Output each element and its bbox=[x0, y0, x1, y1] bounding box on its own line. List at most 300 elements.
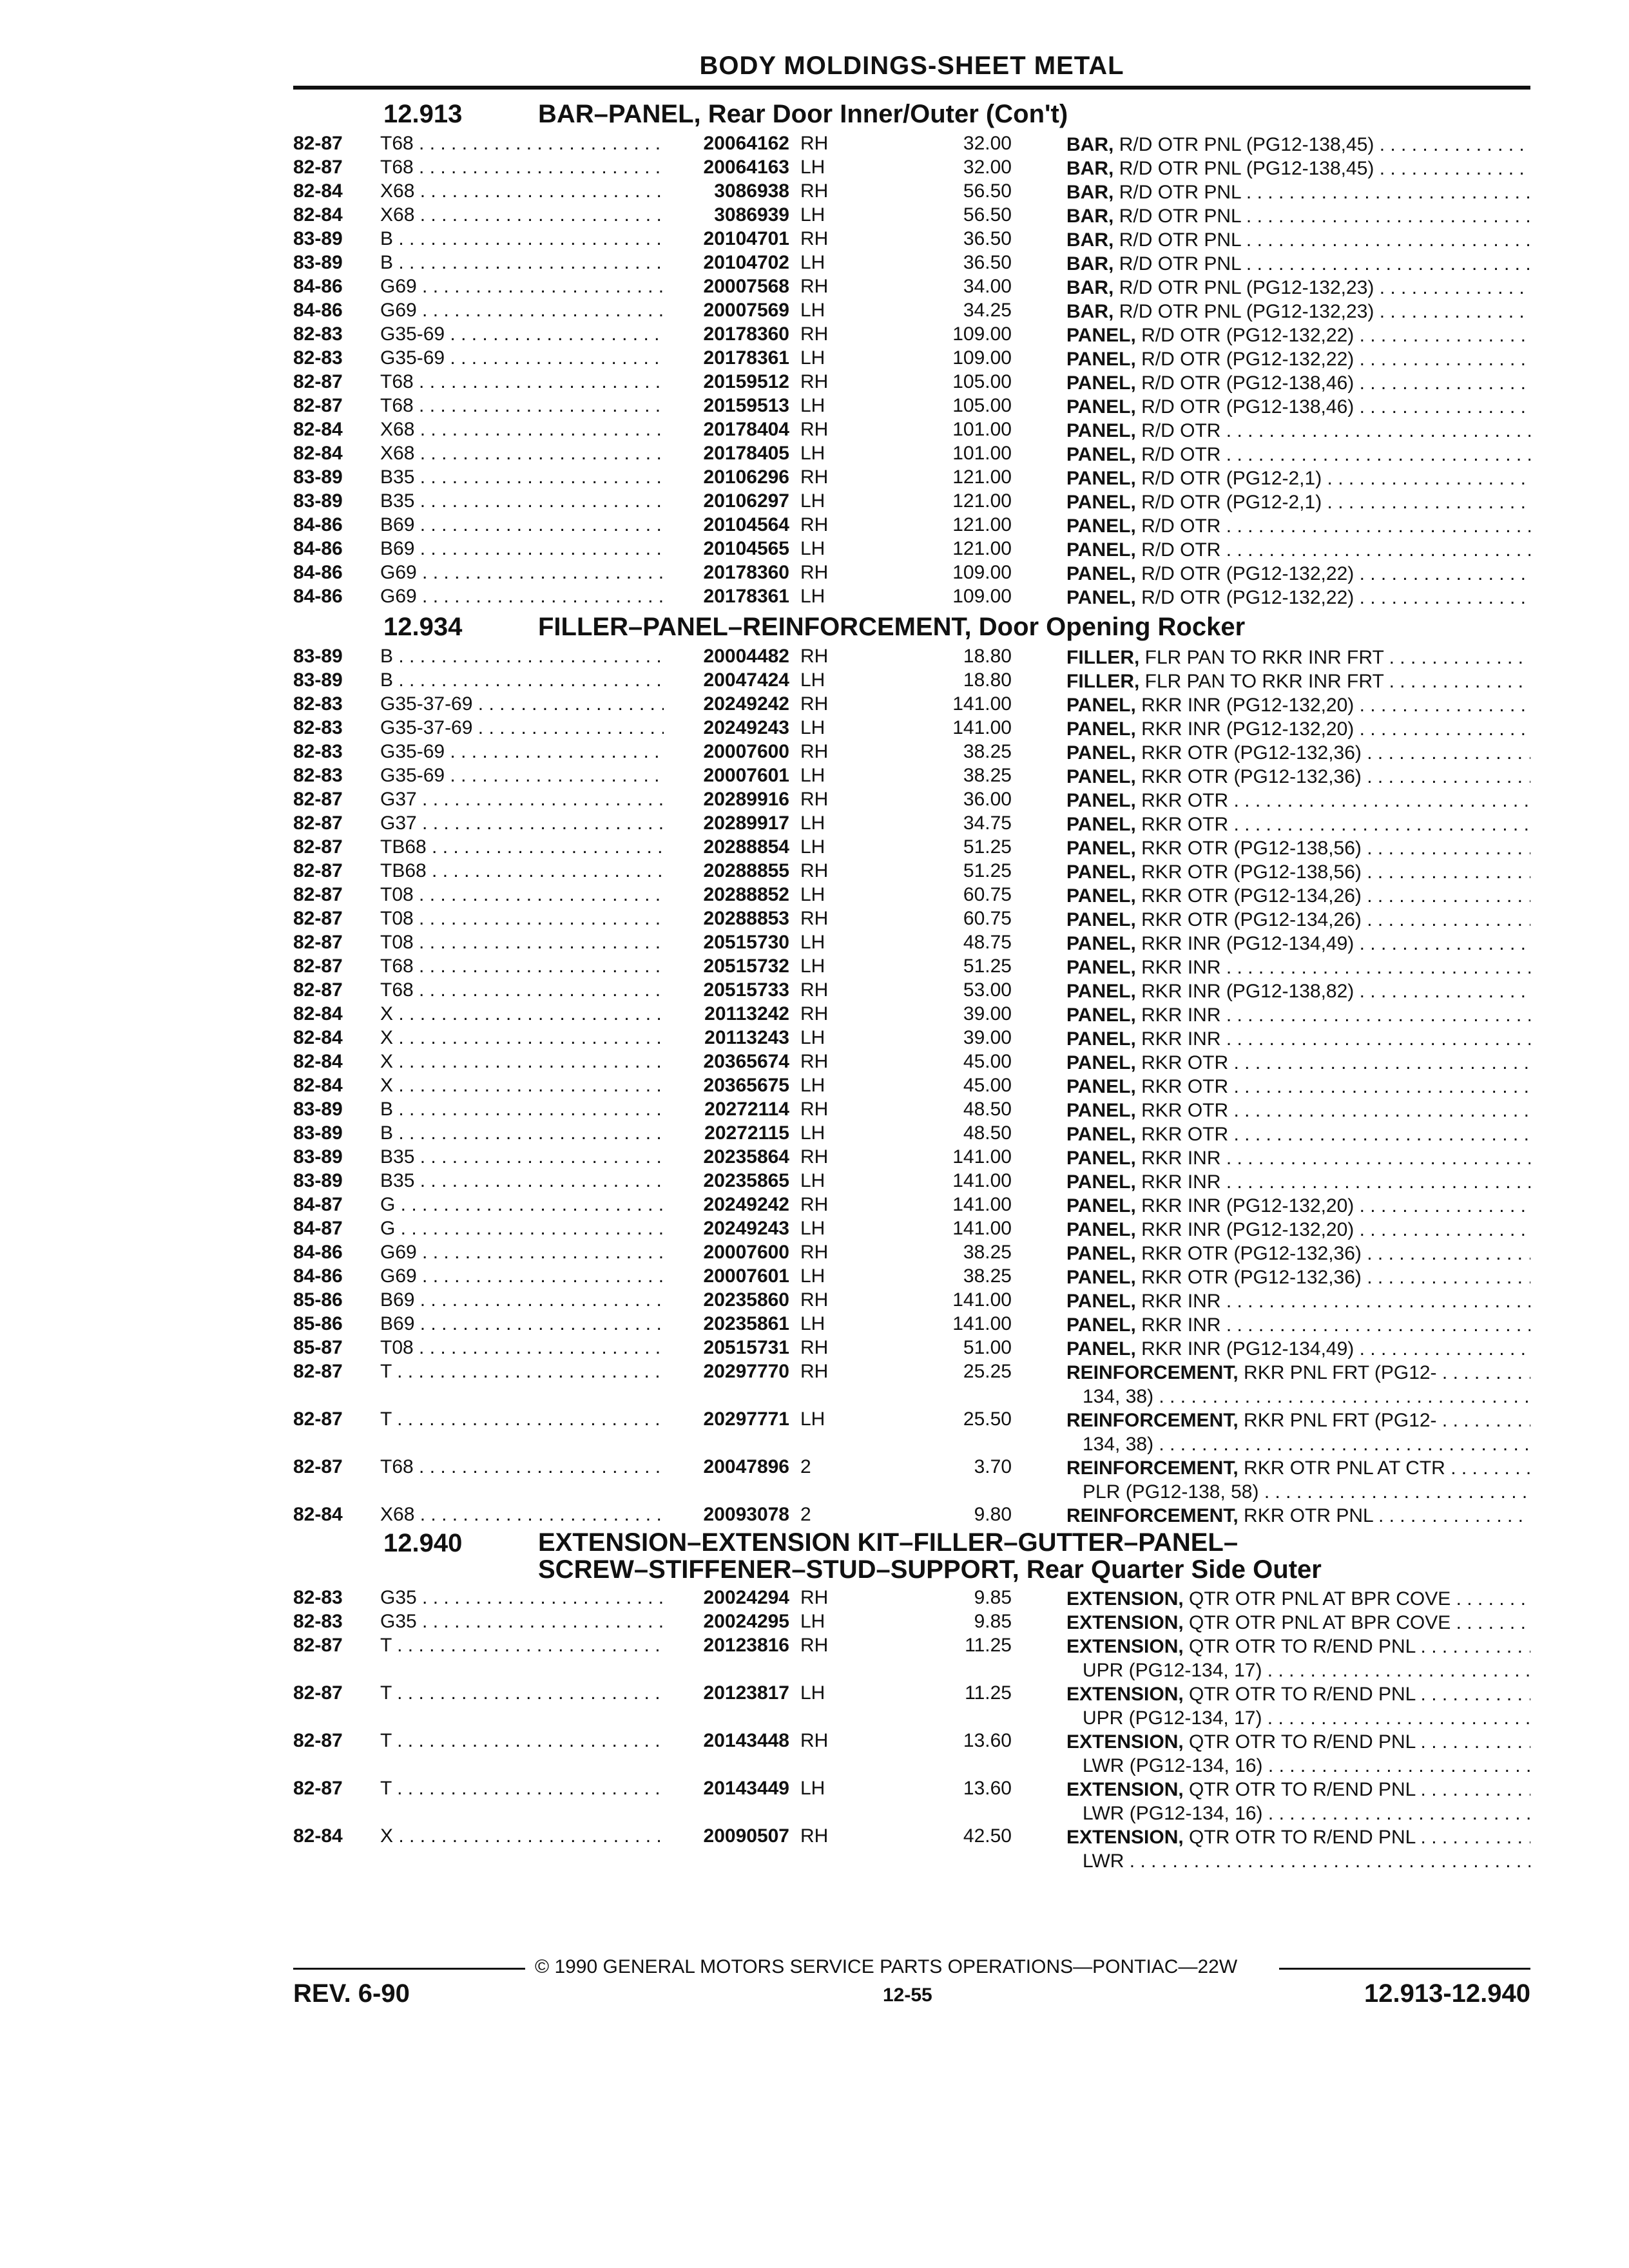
part-row bbox=[293, 1633, 1530, 1681]
part-number: 20249243 bbox=[703, 1218, 789, 1239]
description-keyword: REINFORCEMENT, bbox=[1066, 1505, 1239, 1526]
description-line bbox=[1066, 956, 1530, 979]
description-line bbox=[1066, 1337, 1530, 1361]
model-years: 82-84 bbox=[293, 443, 343, 464]
model-code: B . . . bbox=[380, 646, 664, 668]
model-code: X . . . bbox=[380, 1027, 664, 1049]
description-text: LWR (PG12-134, 16) bbox=[1083, 1803, 1263, 1824]
price: 60.75 bbox=[963, 884, 1012, 905]
part-number: 20007601 bbox=[703, 1265, 789, 1287]
part-row bbox=[293, 1407, 1530, 1455]
price: 48.50 bbox=[963, 1099, 1012, 1120]
part-row bbox=[293, 1097, 1530, 1121]
description-text: RKR INR bbox=[1141, 1028, 1221, 1050]
description-keyword: BAR, bbox=[1066, 229, 1114, 251]
model-code: T68 . . . bbox=[380, 395, 664, 417]
description-text: RKR INR bbox=[1141, 1314, 1221, 1336]
price: 45.00 bbox=[963, 1051, 1012, 1072]
part-description bbox=[1066, 812, 1530, 836]
part-description bbox=[1066, 1456, 1530, 1504]
description-text: R/D OTR PNL (PG12-132,23) bbox=[1119, 301, 1374, 322]
part-row bbox=[293, 907, 1530, 930]
model-code: X . . . bbox=[380, 1825, 664, 1847]
quantity: RH bbox=[800, 789, 829, 810]
model-code: G69 . . . bbox=[380, 1242, 664, 1264]
description-text: R/D OTR bbox=[1141, 444, 1221, 465]
description-text: R/D OTR PNL bbox=[1119, 182, 1241, 203]
price: 3.70 bbox=[974, 1456, 1012, 1477]
part-number: 20235860 bbox=[703, 1289, 789, 1311]
quantity: LH bbox=[800, 1122, 825, 1144]
description-text: RKR INR (PG12-134,49) bbox=[1141, 1338, 1354, 1360]
description-line bbox=[1066, 1432, 1530, 1456]
model-code: G69 . . . bbox=[380, 276, 664, 298]
model-code: G35-37-69 . . . bbox=[380, 693, 664, 715]
page-header: BODY MOLDINGS-SHEET METAL bbox=[699, 52, 1124, 80]
description-text: LWR (PG12-134, 16) bbox=[1083, 1755, 1263, 1776]
description-keyword: BAR, bbox=[1066, 158, 1114, 179]
part-description bbox=[1066, 1075, 1530, 1099]
part-description bbox=[1066, 514, 1530, 538]
description-text: RKR INR (PG12-134,49) bbox=[1141, 933, 1354, 954]
price: 56.50 bbox=[963, 204, 1012, 226]
part-description bbox=[1066, 586, 1530, 610]
model-code: B69 . . . bbox=[380, 1289, 664, 1311]
part-row bbox=[293, 179, 1530, 203]
part-number: 20113243 bbox=[704, 1027, 789, 1048]
part-description bbox=[1066, 490, 1530, 514]
model-code: B35 . . . bbox=[380, 466, 664, 488]
part-description bbox=[1066, 908, 1530, 932]
model-years: 82-87 bbox=[293, 1682, 343, 1704]
part-number: 20143448 bbox=[703, 1730, 789, 1751]
model-years: 84-86 bbox=[293, 562, 343, 583]
part-description bbox=[1066, 860, 1530, 884]
part-description bbox=[1066, 1313, 1530, 1337]
description-keyword: PANEL, bbox=[1066, 885, 1136, 907]
description-line bbox=[1066, 860, 1530, 884]
model-code: G35 . . . bbox=[380, 1611, 664, 1633]
description-keyword: FILLER, bbox=[1066, 671, 1140, 692]
quantity: LH bbox=[800, 538, 825, 559]
part-row bbox=[293, 1002, 1530, 1026]
model-years: 83-89 bbox=[293, 252, 343, 273]
description-keyword: PANEL, bbox=[1066, 444, 1136, 465]
part-number: 20159512 bbox=[703, 371, 789, 392]
part-number: 20289917 bbox=[703, 812, 789, 834]
part-description bbox=[1066, 1611, 1530, 1635]
part-description bbox=[1066, 1122, 1530, 1146]
description-text: QTR OTR PNL AT BPR COVE bbox=[1189, 1612, 1451, 1633]
quantity: RH bbox=[800, 1099, 829, 1120]
model-code: X68 . . . bbox=[380, 419, 664, 441]
quantity: LH bbox=[800, 836, 825, 858]
header-rule bbox=[293, 86, 1530, 90]
price: 38.25 bbox=[963, 1265, 1012, 1287]
model-years: 83-89 bbox=[293, 466, 343, 488]
description-keyword: EXTENSION, bbox=[1066, 1636, 1184, 1657]
part-row bbox=[293, 930, 1530, 954]
model-years: 82-83 bbox=[293, 1611, 343, 1632]
model-code: G69 . . . bbox=[380, 300, 664, 322]
description-line bbox=[1066, 1456, 1530, 1480]
description-line bbox=[1066, 765, 1530, 789]
description-text: R/D OTR bbox=[1141, 539, 1221, 561]
description-line bbox=[1066, 395, 1530, 419]
section-range: 12.913-12.940 bbox=[1364, 1979, 1530, 2008]
model-years: 82-83 bbox=[293, 741, 343, 762]
part-description bbox=[1066, 765, 1530, 789]
price: 56.50 bbox=[963, 180, 1012, 202]
description-line bbox=[1066, 323, 1530, 347]
description-text: QTR OTR TO R/END PNL bbox=[1189, 1636, 1416, 1657]
description-keyword: PANEL, bbox=[1066, 563, 1136, 584]
model-code: G35 . . . bbox=[380, 1587, 664, 1609]
part-description bbox=[1066, 1242, 1530, 1265]
model-years: 82-87 bbox=[293, 908, 343, 929]
price: 45.00 bbox=[963, 1075, 1012, 1096]
description-line bbox=[1066, 1480, 1530, 1504]
price: 141.00 bbox=[952, 1146, 1012, 1168]
price: 18.80 bbox=[963, 669, 1012, 691]
description-text: RKR OTR bbox=[1141, 814, 1229, 835]
description-line bbox=[1066, 884, 1530, 908]
description-keyword: PANEL, bbox=[1066, 1338, 1136, 1360]
part-description bbox=[1066, 204, 1530, 228]
part-number: 20272114 bbox=[704, 1099, 789, 1120]
model-code: B69 . . . bbox=[380, 538, 664, 560]
model-years: 82-87 bbox=[293, 1456, 343, 1477]
description-line bbox=[1066, 1385, 1530, 1408]
quantity: LH bbox=[800, 300, 825, 321]
quantity: LH bbox=[800, 1778, 825, 1799]
part-description bbox=[1066, 1730, 1530, 1778]
description-line bbox=[1066, 466, 1530, 490]
price: 38.25 bbox=[963, 765, 1012, 786]
part-row bbox=[293, 740, 1530, 764]
description-line bbox=[1066, 1802, 1530, 1825]
part-row bbox=[293, 155, 1530, 179]
description-text: RKR OTR bbox=[1141, 1100, 1229, 1121]
section-title-line: FILLER–PANEL–REINFORCEMENT, Door Opening Rocker bbox=[538, 613, 1246, 641]
description-keyword: REINFORCEMENT, bbox=[1066, 1362, 1239, 1383]
description-line bbox=[1066, 1122, 1530, 1146]
model-code: X68 . . . bbox=[380, 1504, 664, 1526]
part-row bbox=[293, 835, 1530, 859]
part-number: 20365674 bbox=[703, 1051, 789, 1072]
part-description bbox=[1066, 741, 1530, 765]
description-text: RKR INR (PG12-132,20) bbox=[1141, 1219, 1354, 1240]
section-header bbox=[293, 1526, 1530, 1586]
part-row bbox=[293, 370, 1530, 394]
description-line bbox=[1066, 1075, 1530, 1099]
quantity: LH bbox=[800, 669, 825, 691]
part-number: 20123816 bbox=[703, 1635, 789, 1656]
part-row bbox=[293, 298, 1530, 322]
model-code: B . . . bbox=[380, 228, 664, 250]
description-line bbox=[1066, 717, 1530, 741]
part-description bbox=[1066, 1099, 1530, 1122]
part-number: 20178361 bbox=[703, 586, 789, 607]
description-keyword: PANEL, bbox=[1066, 957, 1136, 978]
description-text: R/D OTR PNL bbox=[1119, 253, 1241, 274]
part-row bbox=[293, 1026, 1530, 1050]
price: 34.75 bbox=[963, 812, 1012, 834]
description-keyword: PANEL, bbox=[1066, 587, 1136, 608]
part-row bbox=[293, 1216, 1530, 1240]
part-number: 20272115 bbox=[704, 1122, 789, 1144]
part-number: 20178360 bbox=[703, 562, 789, 583]
section-title bbox=[538, 613, 1245, 642]
part-number: 20288852 bbox=[703, 884, 789, 905]
part-row bbox=[293, 1824, 1530, 1872]
description-keyword: PANEL, bbox=[1066, 1171, 1136, 1193]
part-number: 20288854 bbox=[703, 836, 789, 858]
description-text: 134, 38) bbox=[1083, 1386, 1154, 1407]
description-keyword: EXTENSION, bbox=[1066, 1612, 1184, 1633]
price: 141.00 bbox=[952, 693, 1012, 715]
description-keyword: PANEL, bbox=[1066, 1195, 1136, 1216]
description-keyword: BAR, bbox=[1066, 253, 1114, 274]
model-code: T08 . . . bbox=[380, 884, 664, 906]
part-row bbox=[293, 537, 1530, 561]
part-row bbox=[293, 1729, 1530, 1776]
part-row bbox=[293, 1776, 1530, 1824]
description-keyword: PANEL, bbox=[1066, 933, 1136, 954]
part-row bbox=[293, 716, 1530, 740]
price: 11.25 bbox=[965, 1635, 1012, 1656]
description-line bbox=[1066, 1825, 1530, 1849]
model-code: T . . . bbox=[380, 1730, 664, 1752]
model-code: B69 . . . bbox=[380, 514, 664, 536]
description-line bbox=[1066, 1218, 1530, 1242]
price: 36.50 bbox=[963, 252, 1012, 273]
description-line bbox=[1066, 1504, 1530, 1528]
part-description bbox=[1066, 717, 1530, 741]
part-row bbox=[293, 513, 1530, 537]
description-text: UPR (PG12-134, 17) bbox=[1083, 1660, 1262, 1681]
description-text: RKR INR (PG12-132,20) bbox=[1141, 695, 1354, 716]
model-years: 82-87 bbox=[293, 395, 343, 416]
price: 141.00 bbox=[952, 1313, 1012, 1334]
description-keyword: PANEL, bbox=[1066, 492, 1136, 513]
model-years: 82-87 bbox=[293, 1361, 343, 1382]
quantity: RH bbox=[800, 741, 829, 762]
description-text: R/D OTR PNL bbox=[1119, 206, 1241, 227]
description-line bbox=[1066, 1051, 1530, 1075]
description-text: QTR OTR TO R/END PNL bbox=[1189, 1779, 1416, 1800]
copyright-notice: © 1990 GENERAL MOTORS SERVICE PARTS OPERATIONS—PONTIAC—22W bbox=[535, 1956, 1238, 1977]
price: 25.25 bbox=[963, 1361, 1012, 1382]
description-line bbox=[1066, 157, 1530, 180]
part-number: 20143449 bbox=[703, 1778, 789, 1799]
description-line bbox=[1066, 562, 1530, 586]
part-number: 20288853 bbox=[703, 908, 789, 929]
price: 48.50 bbox=[963, 1122, 1012, 1144]
description-line bbox=[1066, 276, 1530, 300]
description-line bbox=[1066, 419, 1530, 443]
description-line bbox=[1066, 490, 1530, 514]
description-text: UPR (PG12-134, 17) bbox=[1083, 1707, 1262, 1729]
part-row bbox=[293, 227, 1530, 251]
part-number: 20178405 bbox=[703, 443, 789, 464]
model-years: 82-84 bbox=[293, 1825, 343, 1847]
model-years: 84-87 bbox=[293, 1218, 343, 1239]
description-line bbox=[1066, 252, 1530, 276]
price: 109.00 bbox=[952, 347, 1012, 369]
description-line bbox=[1066, 1361, 1530, 1385]
model-years: 82-83 bbox=[293, 323, 343, 345]
part-number: 20159513 bbox=[703, 395, 789, 416]
part-row bbox=[293, 1193, 1530, 1216]
section-title bbox=[538, 100, 1068, 129]
model-code: T . . . bbox=[380, 1635, 664, 1657]
description-keyword: PANEL, bbox=[1066, 1219, 1136, 1240]
description-text: RKR OTR (PG12-134,26) bbox=[1141, 909, 1362, 930]
part-number: 20515730 bbox=[703, 932, 789, 953]
description-text: 134, 38) bbox=[1083, 1434, 1154, 1455]
quantity: RH bbox=[800, 514, 829, 535]
model-code: X . . . bbox=[380, 1075, 664, 1097]
description-text: QTR OTR TO R/END PNL bbox=[1189, 1731, 1416, 1753]
part-row bbox=[293, 859, 1530, 883]
part-description bbox=[1066, 956, 1530, 979]
part-number: 20235865 bbox=[703, 1170, 789, 1191]
quantity: RH bbox=[800, 1242, 829, 1263]
price: 105.00 bbox=[952, 395, 1012, 416]
part-description bbox=[1066, 884, 1530, 908]
part-row bbox=[293, 1360, 1530, 1407]
price: 36.00 bbox=[963, 789, 1012, 810]
part-number: 20064162 bbox=[703, 133, 789, 154]
model-code: T08 . . . bbox=[380, 932, 664, 954]
price: 9.85 bbox=[974, 1587, 1012, 1608]
description-keyword: PANEL, bbox=[1066, 1052, 1136, 1073]
description-line bbox=[1066, 300, 1530, 323]
model-years: 82-84 bbox=[293, 1003, 343, 1024]
part-row bbox=[293, 418, 1530, 441]
description-line bbox=[1066, 443, 1530, 466]
part-number: 3086939 bbox=[714, 204, 789, 226]
description-line bbox=[1066, 789, 1530, 812]
quantity: RH bbox=[800, 1587, 829, 1608]
model-years: 82-83 bbox=[293, 693, 343, 715]
quantity: LH bbox=[800, 1027, 825, 1048]
part-number: 20093078 bbox=[703, 1504, 789, 1525]
description-text: R/D OTR PNL (PG12-132,23) bbox=[1119, 277, 1374, 298]
part-number: 20106297 bbox=[703, 490, 789, 512]
description-keyword: EXTENSION, bbox=[1066, 1684, 1184, 1705]
part-description bbox=[1066, 538, 1530, 562]
model-code: B35 . . . bbox=[380, 1146, 664, 1168]
part-number: 20024295 bbox=[703, 1611, 789, 1632]
part-number: 20007601 bbox=[703, 765, 789, 786]
description-text: RKR OTR (PG12-132,36) bbox=[1141, 1243, 1362, 1264]
description-keyword: PANEL, bbox=[1066, 1243, 1136, 1264]
description-text: R/D OTR PNL (PG12-138,45) bbox=[1119, 158, 1374, 179]
description-line bbox=[1066, 646, 1530, 669]
part-row bbox=[293, 954, 1530, 978]
model-years: 82-84 bbox=[293, 1051, 343, 1072]
footer-rule-left bbox=[293, 1968, 525, 1970]
section-number: 12.940 bbox=[383, 1529, 463, 1557]
model-code: T . . . bbox=[380, 1408, 664, 1430]
description-text: FLR PAN TO RKR INR FRT bbox=[1144, 671, 1384, 692]
quantity: RH bbox=[800, 646, 829, 667]
quantity: RH bbox=[800, 860, 829, 881]
model-years: 83-89 bbox=[293, 1170, 343, 1191]
part-row bbox=[293, 203, 1530, 227]
model-code: B69 . . . bbox=[380, 1313, 664, 1335]
description-text: RKR OTR (PG12-138,56) bbox=[1141, 838, 1362, 859]
part-description bbox=[1066, 693, 1530, 717]
quantity: RH bbox=[800, 1146, 829, 1168]
quantity: LH bbox=[800, 490, 825, 512]
model-years: 85-86 bbox=[293, 1289, 343, 1311]
quantity: LH bbox=[800, 932, 825, 953]
section-number: 12.913 bbox=[383, 100, 463, 128]
quantity: RH bbox=[800, 1337, 829, 1358]
description-keyword: REINFORCEMENT, bbox=[1066, 1410, 1239, 1431]
model-code: T68 . . . bbox=[380, 979, 664, 1001]
description-keyword: PANEL, bbox=[1066, 981, 1136, 1002]
model-code: B . . . bbox=[380, 669, 664, 691]
model-years: 83-89 bbox=[293, 490, 343, 512]
quantity: RH bbox=[800, 908, 829, 929]
model-years: 82-87 bbox=[293, 133, 343, 154]
model-code: G35-69 . . . bbox=[380, 347, 664, 369]
model-code: G35-69 . . . bbox=[380, 765, 664, 787]
part-row bbox=[293, 441, 1530, 465]
price: 101.00 bbox=[952, 443, 1012, 464]
model-code: G35-37-69 . . . bbox=[380, 717, 664, 739]
quantity: LH bbox=[800, 884, 825, 905]
model-code: X . . . bbox=[380, 1051, 664, 1073]
part-row bbox=[293, 1455, 1530, 1503]
model-code: B35 . . . bbox=[380, 1170, 664, 1192]
description-text: QTR OTR PNL AT BPR COVE bbox=[1189, 1588, 1451, 1610]
price: 141.00 bbox=[952, 717, 1012, 738]
description-text: RKR OTR (PG12-132,36) bbox=[1141, 742, 1362, 764]
quantity: RH bbox=[800, 1289, 829, 1311]
part-row bbox=[293, 787, 1530, 811]
model-code: T68 . . . bbox=[380, 157, 664, 178]
model-code: G35-69 . . . bbox=[380, 323, 664, 345]
model-code: B . . . bbox=[380, 252, 664, 274]
part-row bbox=[293, 346, 1530, 370]
quantity: LH bbox=[800, 812, 825, 834]
price: 48.75 bbox=[963, 932, 1012, 953]
part-description bbox=[1066, 1587, 1530, 1611]
model-code: T08 . . . bbox=[380, 1337, 664, 1359]
section-header bbox=[293, 95, 1530, 131]
description-line bbox=[1066, 1587, 1530, 1611]
price: 141.00 bbox=[952, 1194, 1012, 1215]
description-line bbox=[1066, 180, 1530, 204]
model-code: TB68 . . . bbox=[380, 836, 664, 858]
part-row bbox=[293, 1503, 1530, 1526]
part-row bbox=[293, 1145, 1530, 1169]
price: 39.00 bbox=[963, 1027, 1012, 1048]
description-keyword: PANEL, bbox=[1066, 468, 1136, 489]
part-description bbox=[1066, 1027, 1530, 1051]
price: 32.00 bbox=[963, 133, 1012, 154]
description-text: RKR PNL FRT (PG12- bbox=[1244, 1362, 1437, 1383]
description-line bbox=[1066, 741, 1530, 765]
description-line bbox=[1066, 586, 1530, 610]
description-text: R/D OTR (PG12-138,46) bbox=[1141, 396, 1354, 418]
model-years: 83-89 bbox=[293, 669, 343, 691]
